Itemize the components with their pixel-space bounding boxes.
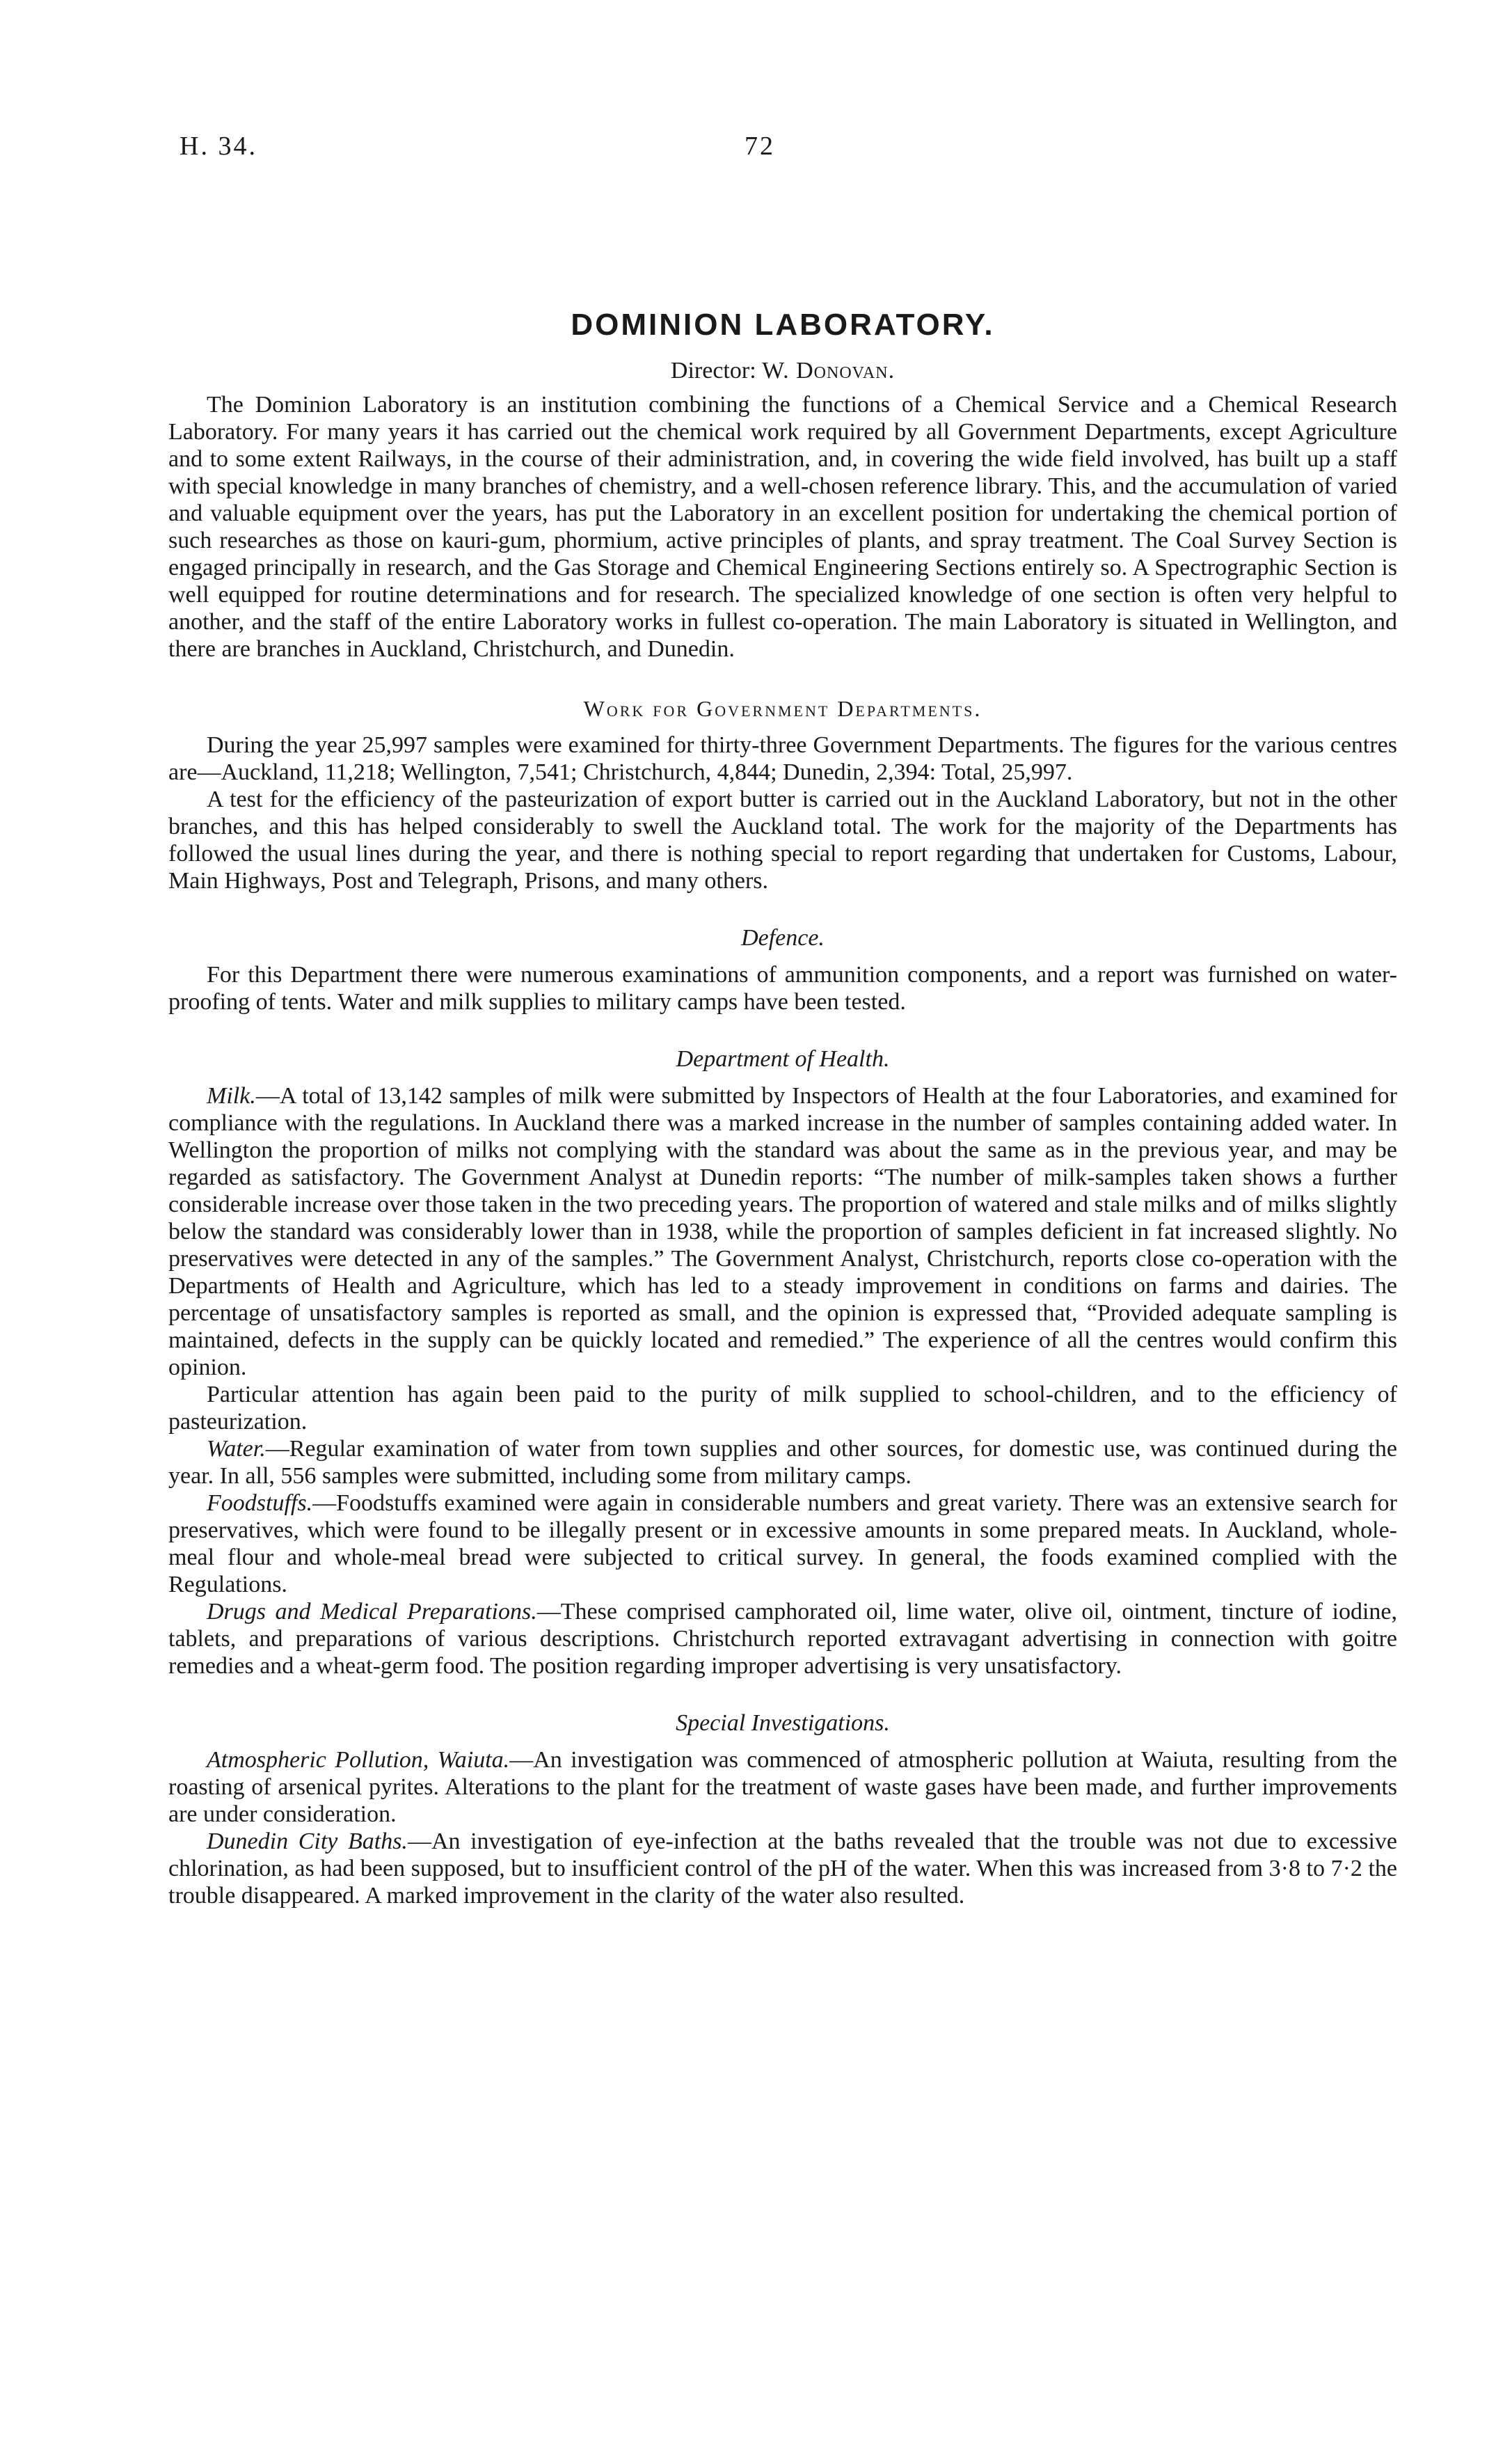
work-paragraph: During the year 25,997 samples were examined for thirty-three Government Departments. The figures for the various centres are—Auckland, 11,218; Wellington, 7,541; Christchurch, 4,844; Dunedin, 2,394: Total, 25,997. bbox=[168, 732, 1397, 785]
baths-paragraph bbox=[168, 1828, 1397, 1909]
page-reference: H. 34. bbox=[180, 132, 257, 161]
special-heading: Special Investigations. bbox=[676, 1710, 890, 1736]
water-paragraph bbox=[168, 1435, 1397, 1490]
foodstuffs-paragraph bbox=[168, 1490, 1397, 1598]
school-milk-paragraph: Particular attention has again been paid to the purity of milk supplied to school-children, and to the efficiency of pasteurization. bbox=[168, 1382, 1397, 1435]
atmospheric-lead: Atmospheric Pollution, Waiuta. bbox=[207, 1747, 510, 1773]
defence-heading: Defence. bbox=[741, 925, 825, 951]
page-number: 72 bbox=[745, 132, 775, 161]
foodstuffs-lead: Foodstuffs. bbox=[207, 1490, 313, 1516]
milk-paragraph bbox=[168, 1082, 1397, 1381]
page-title: DOMINION LABORATORY. bbox=[571, 308, 995, 342]
drugs-text: —These comprised camphorated oil, lime water, olive oil, ointment, tincture of iodine, tablets, and preparations of various descriptions. Christchurch reported extravagant advertising in connection with goitre remedies and a wheat-germ food. The position regarding improper advertising is very unsatisfactory. bbox=[168, 1599, 1397, 1679]
health-heading: Department of Health. bbox=[676, 1046, 890, 1072]
work-paragraph: A test for the efficiency of the pasteurization of export butter is carried out in the Auckland Laboratory, but not in the other branches, and this has helped considerably to swell the Auckland total. The work for the majority of the Departments has followed the usual lines during the year, and there is nothing special to report regarding that undertaken for Customs, Labour, Main Highways, Post and Telegraph, Prisons, and many others. bbox=[168, 787, 1397, 894]
baths-text: —An investigation of eye-infection at the baths revealed that the trouble was not due to excessive chlorination, as had been supposed, but to insufficient control of the pH of the water. When this was increased from 3·8 to 7·2 the trouble disappeared. A marked improvement in the clarity of the water also resulted. bbox=[168, 1828, 1397, 1909]
milk-text: —A total of 13,142 samples of milk were submitted by Inspectors of Health at the four Laboratories, and examined for compliance with the regulations. In Auckland there was a marked increase in the number of samples containing added water. In Wellington the proportion of milks not complying with the standard was about the same as in the previous year, and may be regarded as satisfactory. The Government Analyst at Dunedin reports: “The number of milk-samples taken shows a further considerable increase over those taken in the two preceding years. The proportion of watered and stale milks and of milks slightly below the standard was considerably lower than in 1938, while the proportion of samples deficient in fat increased slightly. No preservatives were detected in any of the samples.” The Government Analyst, Christchurch, reports close co-operation with the Departments of Health and Agriculture, which has led to a steady improvement in conditions on farms and dairies. The percentage of unsatisfactory samples is reported as small, and the opinion is expressed that, “Provided adequate sampling is maintained, defects in the supply can be quickly located and remedied.” The experience of all the centres would confirm this opinion. bbox=[168, 1083, 1397, 1380]
water-lead: Water. bbox=[207, 1436, 266, 1462]
drugs-paragraph bbox=[168, 1598, 1397, 1680]
foodstuffs-text: —Foodstuffs examined were again in considerable numbers and great variety. There was an extensive search for preservatives, which were found to be illegally present or in excessive amounts in some prepared meats. In Auckland, whole-meal flour and whole-meal bread were subjected to critical survey. In general, the foods examined complied with the Regulations. bbox=[168, 1490, 1397, 1597]
director-label: Director: bbox=[670, 358, 756, 384]
atmospheric-paragraph bbox=[168, 1746, 1397, 1828]
water-text: —Regular examination of water from town supplies and other sources, for domestic use, was continued during the year. In all, 556 samples were submitted, including some from military camps. bbox=[168, 1436, 1397, 1489]
milk-lead: Milk. bbox=[207, 1083, 256, 1109]
atmospheric-text: —An investigation was commenced of atmospheric pollution at Waiuta, resulting from the roasting of arsenical pyrites. Alterations to the plant for the treatment of waste gases have been made, and further improvements are under consideration. bbox=[168, 1747, 1397, 1827]
baths-lead: Dunedin City Baths. bbox=[207, 1828, 408, 1854]
intro-paragraph: The Dominion Laboratory is an institution combining the functions of a Chemical Service and a Chemical Research Laboratory. For many years it has carried out the chemical work required by all Government Departments, except Agriculture and to some extent Railways, in the course of their administration, and, in covering the wide field involved, has built up a staff with special knowledge in many branches of chemistry, and a well-chosen reference library. This, and the accumulation of varied and valuable equipment over the years, has put the Laboratory in an excellent position for undertaking the chemical portion of such researches as those on kauri-gum, phormium, active principles of plants, and spray treatment. The Coal Survey Section is engaged principally in research, and the Gas Storage and Chemical Engineering Sections entirely so. A Spectrographic Section is well equipped for routine determinations and for research. The specialized knowledge of one section is often very helpful to another, and the staff of the entire Laboratory works in fullest co-operation. The main Laboratory is situated in Wellington, and there are branches in Auckland, Christchurch, and Dunedin. bbox=[168, 392, 1397, 662]
page-content bbox=[168, 308, 1397, 1909]
work-section-heading: Work for Government Departments. bbox=[583, 696, 982, 721]
director-line bbox=[168, 358, 1397, 384]
drugs-lead: Drugs and Medical Preparations. bbox=[207, 1599, 537, 1625]
director-name: W. Donovan. bbox=[762, 358, 896, 384]
defence-paragraph: For this Department there were numerous examinations of ammunition components, and a report was furnished on water-proofing of tents. Water and milk supplies to military camps have been tested. bbox=[168, 962, 1397, 1015]
